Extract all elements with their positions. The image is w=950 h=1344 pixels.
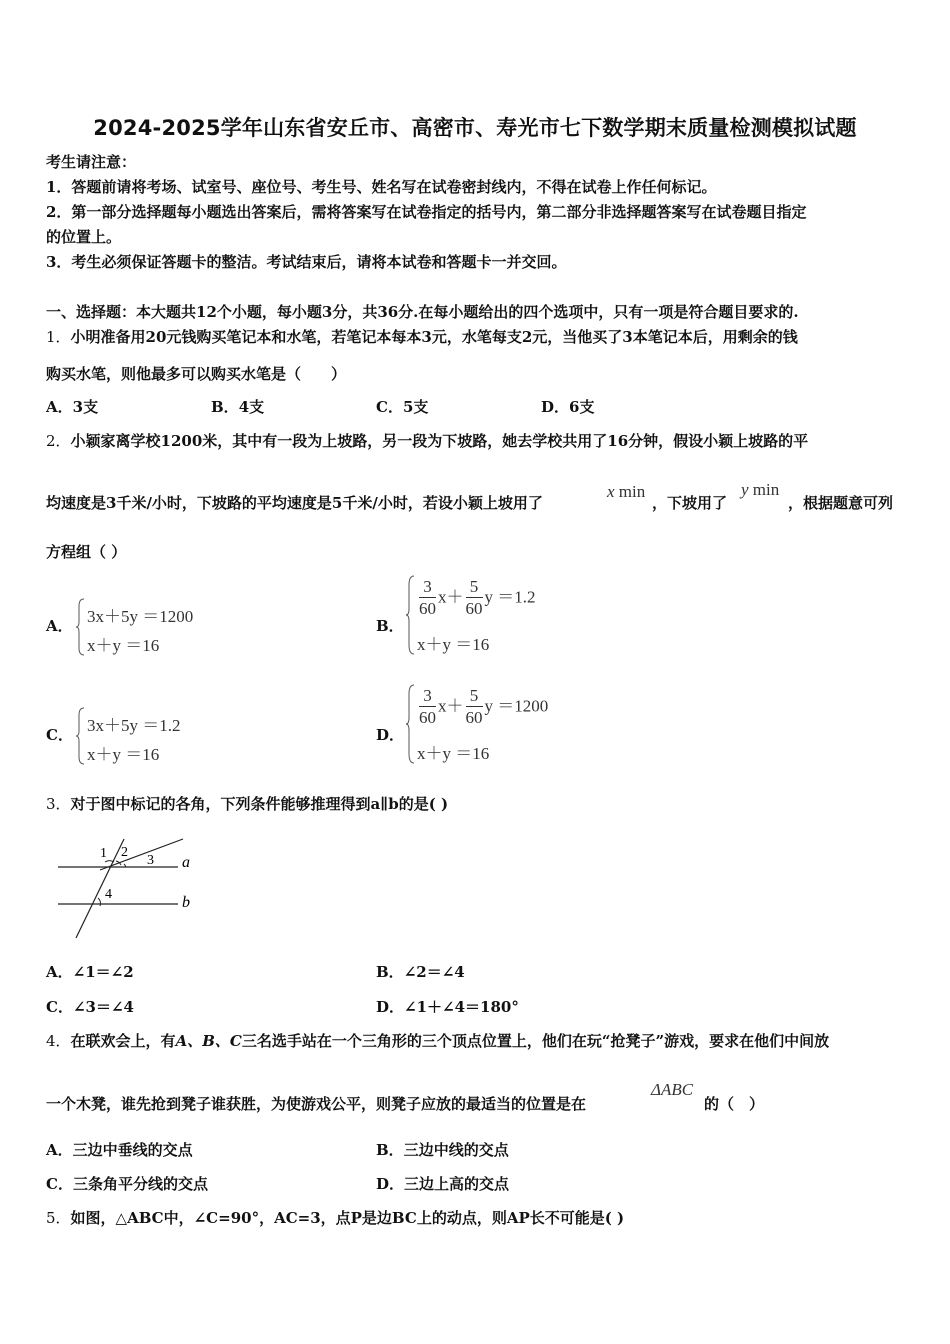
q4-option-c: C．三条角平分线的交点 (46, 1175, 208, 1193)
question-1-line-1 (46, 327, 798, 347)
question-text: 小明准备用20元钱购买笔记本和水笔，若笔记本每本3元，水笔每支2元，当他买了3本笔记本后，用剩余的钱 (70, 328, 798, 346)
q1-option-d: D．6支 (541, 398, 595, 416)
q4-option-b: B．三边中线的交点 (376, 1141, 509, 1159)
q4-option-d: D．三边上高的交点 (376, 1175, 510, 1193)
q2-option-d-system (406, 684, 586, 766)
equation-row-1: $\frac{3}{60}$ x＋ $\frac{5}{60}$ y ＝1.2 (419, 577, 536, 618)
q1-option-c: C．5支 (376, 398, 429, 416)
equation-row-1: $\frac{3}{60}$ x＋ $\frac{5}{60}$ y ＝1200 (419, 686, 549, 727)
equation-row-2: x＋y ＝16 (87, 636, 160, 655)
question-3-text: 3．对于图中标记的各角，下列条件能够推理得到a∥b的是( ) (46, 795, 449, 813)
line-a-label: a (182, 854, 190, 871)
q3-option-a: A．∠1＝∠2 (46, 963, 134, 981)
angle-3-label: 3 (147, 853, 154, 868)
question-number: 4． (46, 1032, 71, 1050)
q1-option-b: B．4支 (211, 398, 265, 416)
question-5-text: 5．如图，△ABC中，∠C=90°，AC=3，点P是边BC上的动点，则AP长不可能是( ) (46, 1209, 625, 1227)
brace-icon (76, 707, 86, 765)
question-2-line-2a: 均速度是3千米/小时，下坡路的平均速度是5千米/小时，若设小颖上坡用了 (46, 494, 543, 512)
notice-item-1: 1．答题前请将考场、试室号、座位号、考生号、姓名写在试卷密封线内，不得在试卷上作任何标记。 (46, 178, 717, 196)
q2-option-a-system (76, 598, 216, 658)
q2-option-b-system (406, 575, 576, 657)
question-1-line-2: 购买水笔，则他最多可以购买水笔是（ ） (46, 365, 347, 383)
question-2-line-2b: ，下坡用了 (652, 494, 728, 512)
parallel-lines-figure (50, 830, 210, 945)
question-2-line-2c: ，根据题意可列 (788, 494, 894, 512)
math-y-min: y min (741, 480, 780, 499)
angle-1-label: 1 (100, 846, 107, 861)
notice-item-2: 2．第一部分选择题每小题选出答案后，需将答案写在试卷指定的括号内，第二部分非选择题答案写在试卷题目指定 (46, 203, 807, 221)
q2-option-b-label: B． (376, 617, 404, 635)
equation-row-1: 3x＋5y ＝1200 (87, 607, 194, 626)
brace-icon (76, 598, 86, 656)
equation-row-2: x＋y ＝16 (417, 635, 490, 654)
q2-option-c-system (76, 707, 216, 767)
q1-option-a: A．3支 (46, 398, 99, 416)
question-number: 1． (46, 328, 71, 346)
q2-option-d-label: D． (376, 726, 405, 744)
q3-option-d: D．∠1＋∠4＝180° (376, 998, 519, 1016)
section-heading: 一、选择题：本大题共12个小题，每小题3分，共36分.在每小题给出的四个选项中，只有一项是符合题目要求的. (46, 303, 799, 321)
equation-row-2: x＋y ＝16 (87, 745, 160, 764)
page-title: 2024-2025学年山东省安丘市、高密市、寿光市七下数学期末质量检测模拟试题 (93, 116, 857, 140)
notice-heading: 考生请注意： (46, 153, 137, 171)
question-2-line-1: 2．小颖家离学校1200米，其中有一段为上坡路，另一段为下坡路，她去学校共用了16分钟，假设小颖上坡路的平 (46, 432, 809, 450)
notice-item-2-cont: 的位置上。 (46, 228, 122, 246)
triangle-abc: ΔABC (651, 1080, 694, 1099)
equation-row-2: x＋y ＝16 (417, 744, 490, 763)
oblique-line (100, 839, 183, 870)
question-number: 3． (46, 795, 71, 813)
q2-option-a-label: A． (46, 617, 73, 635)
q3-option-c: C．∠3＝∠4 (46, 998, 134, 1016)
question-4-line-1: 4．在联欢会上，有A、B、C三名选手站在一个三角形的三个顶点位置上，他们在玩“抢凳子”游戏，要求在他们中间放 (46, 1032, 830, 1050)
question-number: 5． (46, 1209, 71, 1227)
brace-icon (406, 575, 416, 655)
equation-row-1: 3x＋5y ＝1.2 (87, 716, 181, 735)
question-2-line-3: 方程组（ ） (46, 543, 127, 561)
angle-2-label: 2 (121, 845, 128, 860)
brace-icon (406, 684, 416, 764)
question-4-line-2b: 的（ ） (704, 1095, 765, 1113)
q2-option-c-label: C． (46, 726, 73, 744)
line-b-label: b (182, 894, 190, 911)
math-x-min: x min (607, 482, 646, 501)
question-4-line-2a: 一个木凳，谁先抢到凳子谁获胜，为使游戏公平，则凳子应放的最适当的位置是在 (46, 1095, 587, 1113)
notice-item-3: 3．考生必须保证答题卡的整洁。考试结束后，请将本试卷和答题卡一并交回。 (46, 253, 567, 271)
question-number: 2． (46, 432, 71, 450)
q3-option-b: B．∠2＝∠4 (376, 963, 465, 981)
q4-option-a: A．三边中垂线的交点 (46, 1141, 193, 1159)
angle-4-label: 4 (105, 887, 112, 902)
